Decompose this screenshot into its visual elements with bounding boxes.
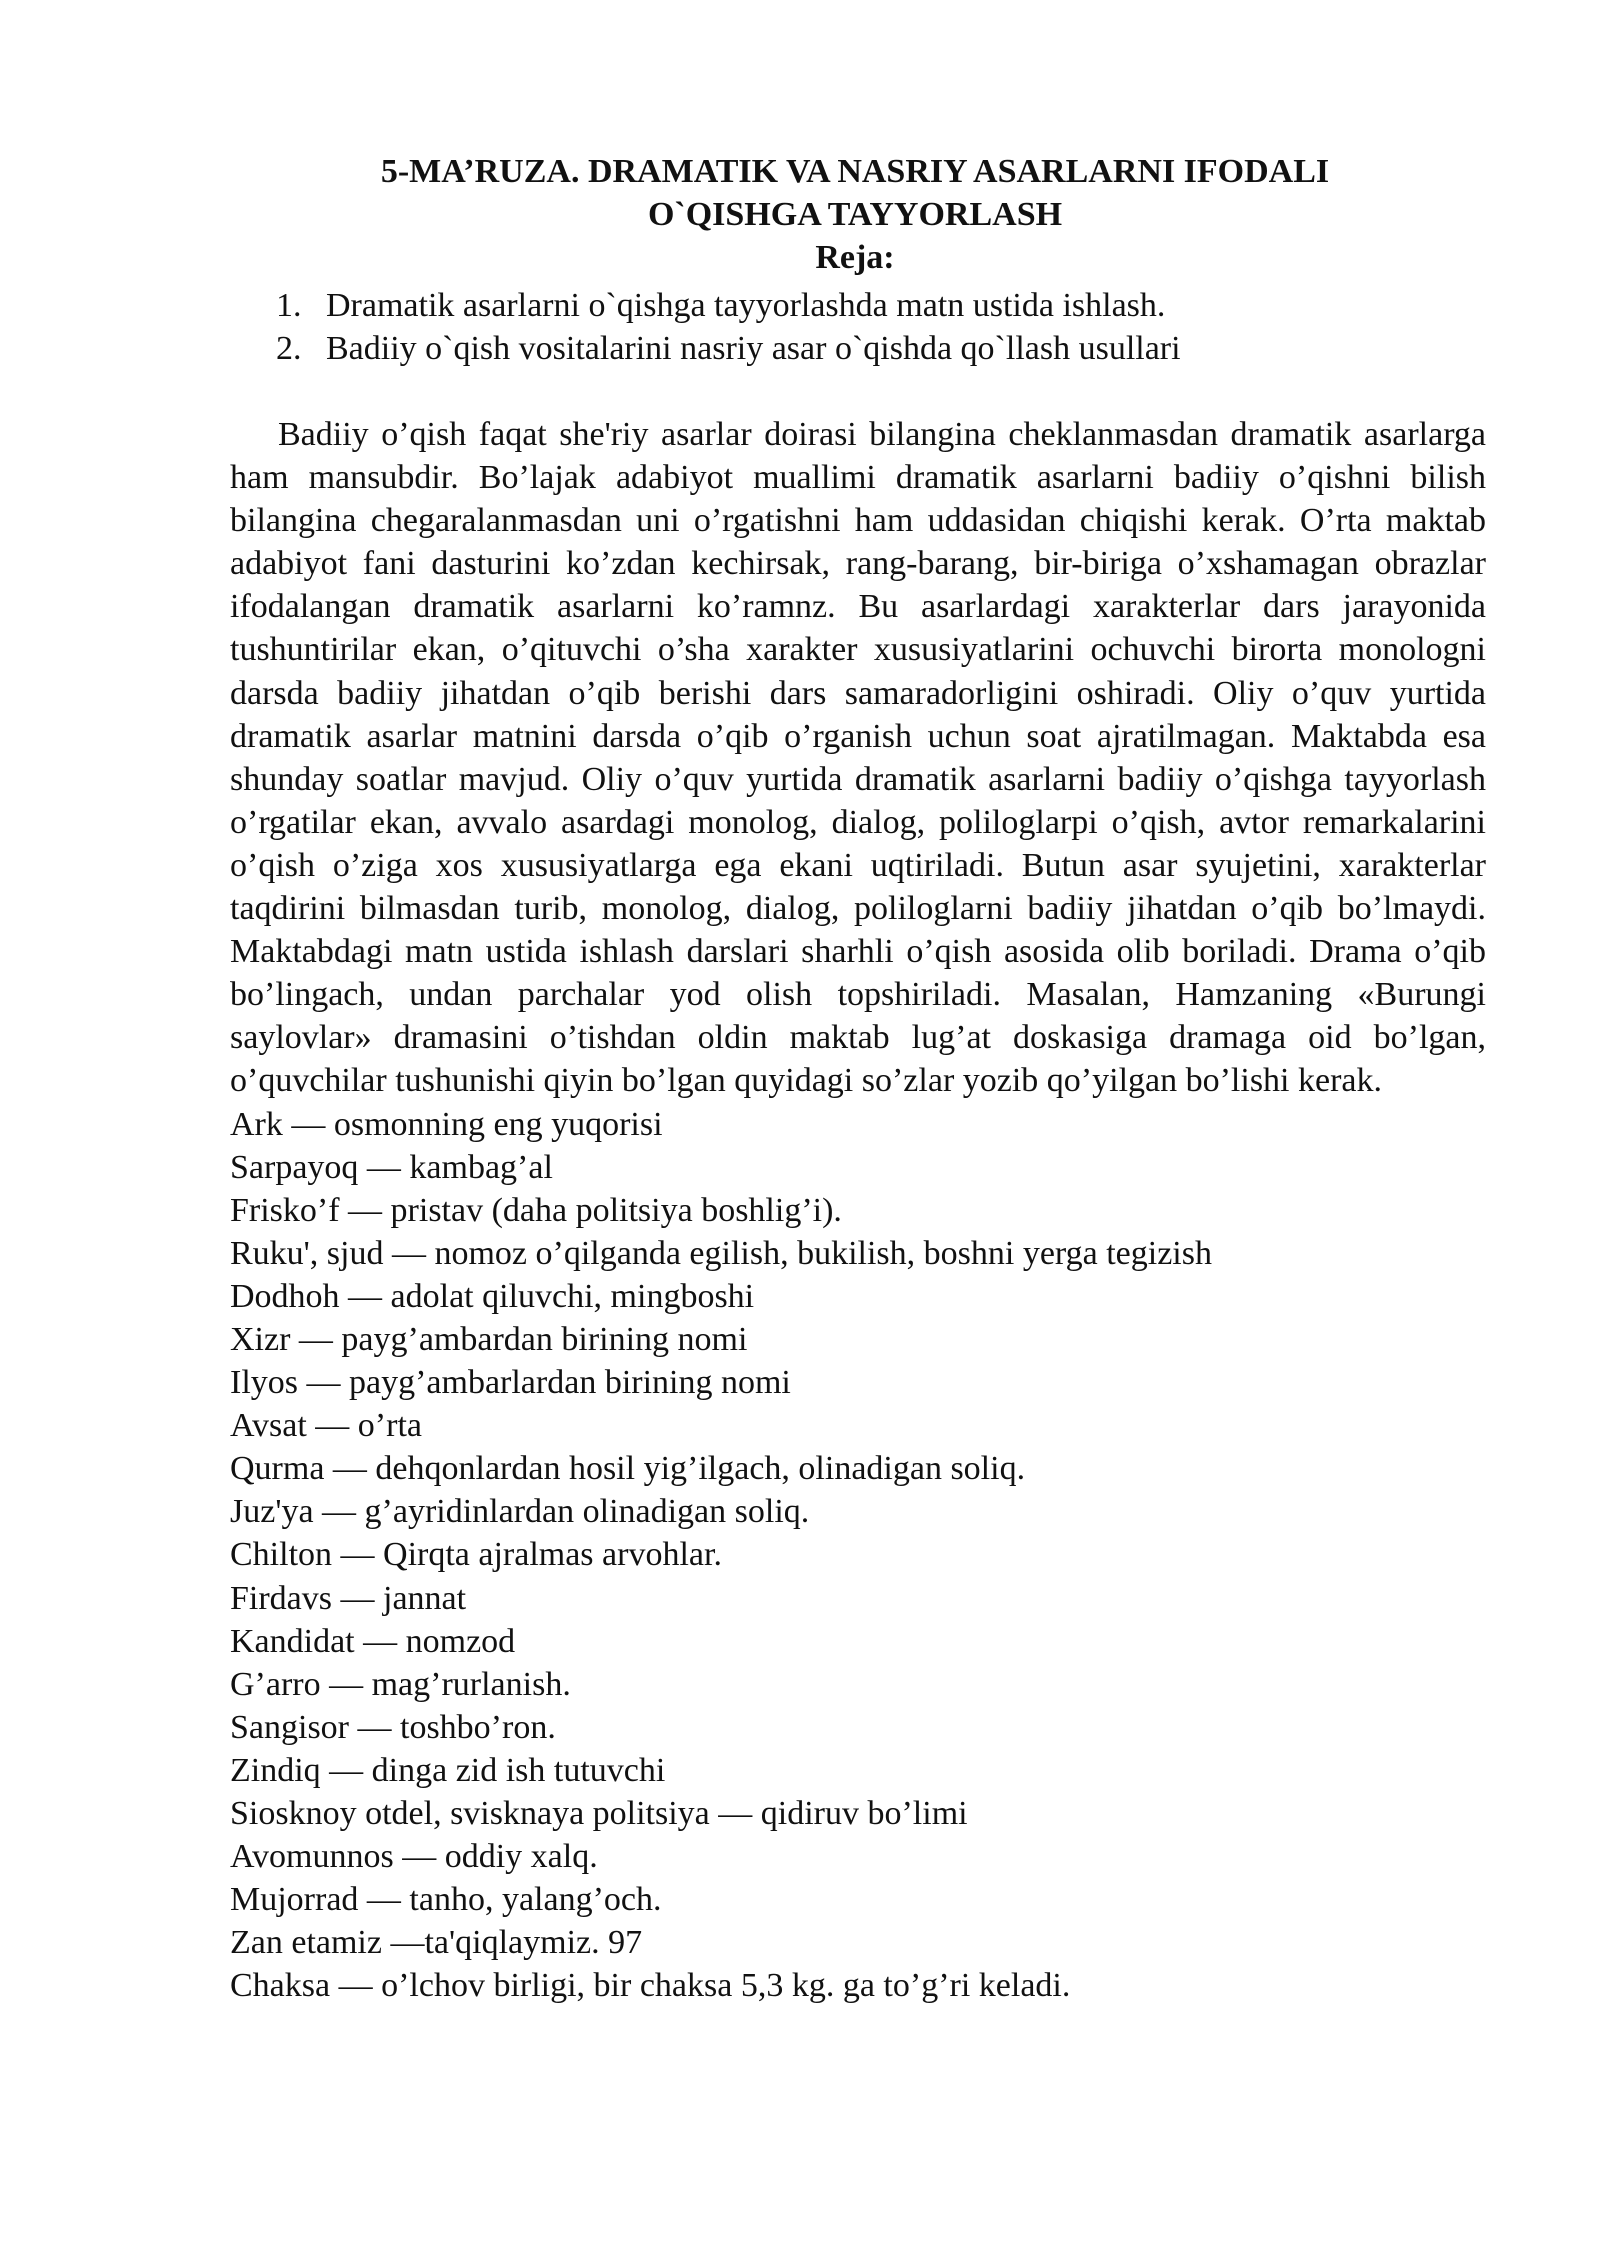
glossary-entry: Frisko’f — pristav (daha politsiya boshlig’i). — [230, 1191, 842, 1229]
glossary-entry: Ark — osmonning eng yuqorisi — [230, 1105, 663, 1143]
glossary-entry: G’arro — mag’rurlanish. — [230, 1665, 571, 1703]
glossary-entry: Qurma — dehqonlardan hosil yig’ilgach, olinadigan soliq. — [230, 1450, 1026, 1488]
glossary-entry: Ruku', sjud — nomoz o’qilganda egilish, bukilish, boshni yerga tegizish — [230, 1234, 1212, 1272]
document-body — [230, 413, 1486, 2007]
glossary-entry: Mujorrad — tanho, yalang’och. — [230, 1881, 662, 1919]
glossary-entry: Avomunnos — oddiy xalq. — [230, 1838, 598, 1876]
glossary-entry: Juz'ya — g’ayridinlardan olinadigan soliq. — [230, 1493, 810, 1531]
glossary-entry: Sarpayoq — kambag’al — [230, 1148, 553, 1186]
plan-heading: Reja: — [815, 239, 895, 276]
lecture-title — [230, 150, 1480, 279]
glossary-entry: Kandidat — nomzod — [230, 1622, 516, 1660]
glossary-entry: Siosknoy otdel, svisknaya politsiya — qidiruv bo’limi — [230, 1795, 968, 1832]
glossary-entry: Chilton — Qirqta ajralmas arvohlar. — [230, 1536, 722, 1574]
plan-item: 1. Dramatik asarlarni o`qishga tayyorlashda matn ustida ishlash. — [276, 287, 1166, 324]
glossary-entry: Firdavs — jannat — [230, 1579, 467, 1617]
glossary-entry: Dodhoh — adolat qiluvchi, mingboshi — [230, 1277, 755, 1315]
title-line-1: 5-MA’RUZA. DRAMATIK VA NASRIY ASARLARNI IFODALI — [380, 153, 1330, 190]
glossary-entry: Sangisor — toshbo’ron. — [230, 1708, 556, 1746]
glossary-entry: Chaksa — o’lchov birligi, bir chaksa 5,3 kg. ga to’g’ri keladi. — [230, 1967, 1071, 2005]
main-paragraph: Badiiy o’qish faqat she'riy asarlar doirasi bilangina cheklanmasdan dramatik asarlarga ham mansubdir. Bo’lajak adabiyot muallimi dramatik asarlarni badiiy o’qishni bilish bilangina chegaralanmasdan uni o’rgatishni ham uddasidan chiqishi kerak. O’rta maktab adabiyot fani dasturini ko’zdan kechirsak, rang-barang, bir-biriga o’xshamagan obrazlar ifodalangan dramatik asarlarni ko’ramnz. Bu asarlardagi xarakterlar dars jarayonida tushuntirilar ekan, o’qituvchi o’sha xarakter xususiyatlarini ochuvchi birorta monologni darsda badiiy jihatdan o’qib berishi dars samaradorligini oshiradi. Oliy o’quv yurtida dramatik asarlar matnini darsda o’qib o’rganish uchun soat ajratilmagan. Maktabda esa shunday soatlar mavjud. Oliy o’quv yurtida dramatik asarlarni badiiy o’qishga tayyorlash o’rgatilar ekan, avvalo asardagi monolog, dialog, poliloglarpi o’qish, avtor remarkalarini o’qish o’ziga xos xususiyatlarga ega ekani uqtiriladi. Butun asar syujetini, xarakterlar taqdirini bilmasdan turib, monolog, dialog, poliloglarni badiiy jihatdan o’qib bo’lmaydi. Maktabdagi matn ustida ishlash darslari sharhli o’qish asosida olib boriladi. Drama o’qib bo’lingach, undan parchalar yod olish topshiriladi. Masalan, Hamzaning «Burungi saylovlar» dramasini o’tishdan oldin maktab lug’at doskasiga dramaga oid bo’lgan, o’quvchilar tushunishi qiyin bo’lgan quyidagi so’zlar yozib qo’yilgan bo’lishi kerak. — [230, 416, 1486, 1100]
plan-list — [276, 284, 1476, 370]
glossary-entry: Zindiq — dinga zid ish tutuvchi — [230, 1751, 666, 1789]
plan-item: 2. Badiiy o`qish vositalarini nasriy asar o`qishda qo`llash usullari — [276, 330, 1181, 367]
glossary-list — [230, 1103, 1486, 2008]
glossary-entry: Avsat — o’rta — [230, 1407, 422, 1445]
title-line-2: O`QISHGA TAYYORLASH — [647, 196, 1063, 233]
glossary-entry: Ilyos — payg’ambarlardan birining nomi — [230, 1364, 791, 1402]
glossary-entry: Xizr — payg’ambardan birining nomi — [230, 1320, 748, 1358]
glossary-entry: Zan etamiz —ta'qiqlaymiz. 97 — [230, 1924, 643, 1962]
